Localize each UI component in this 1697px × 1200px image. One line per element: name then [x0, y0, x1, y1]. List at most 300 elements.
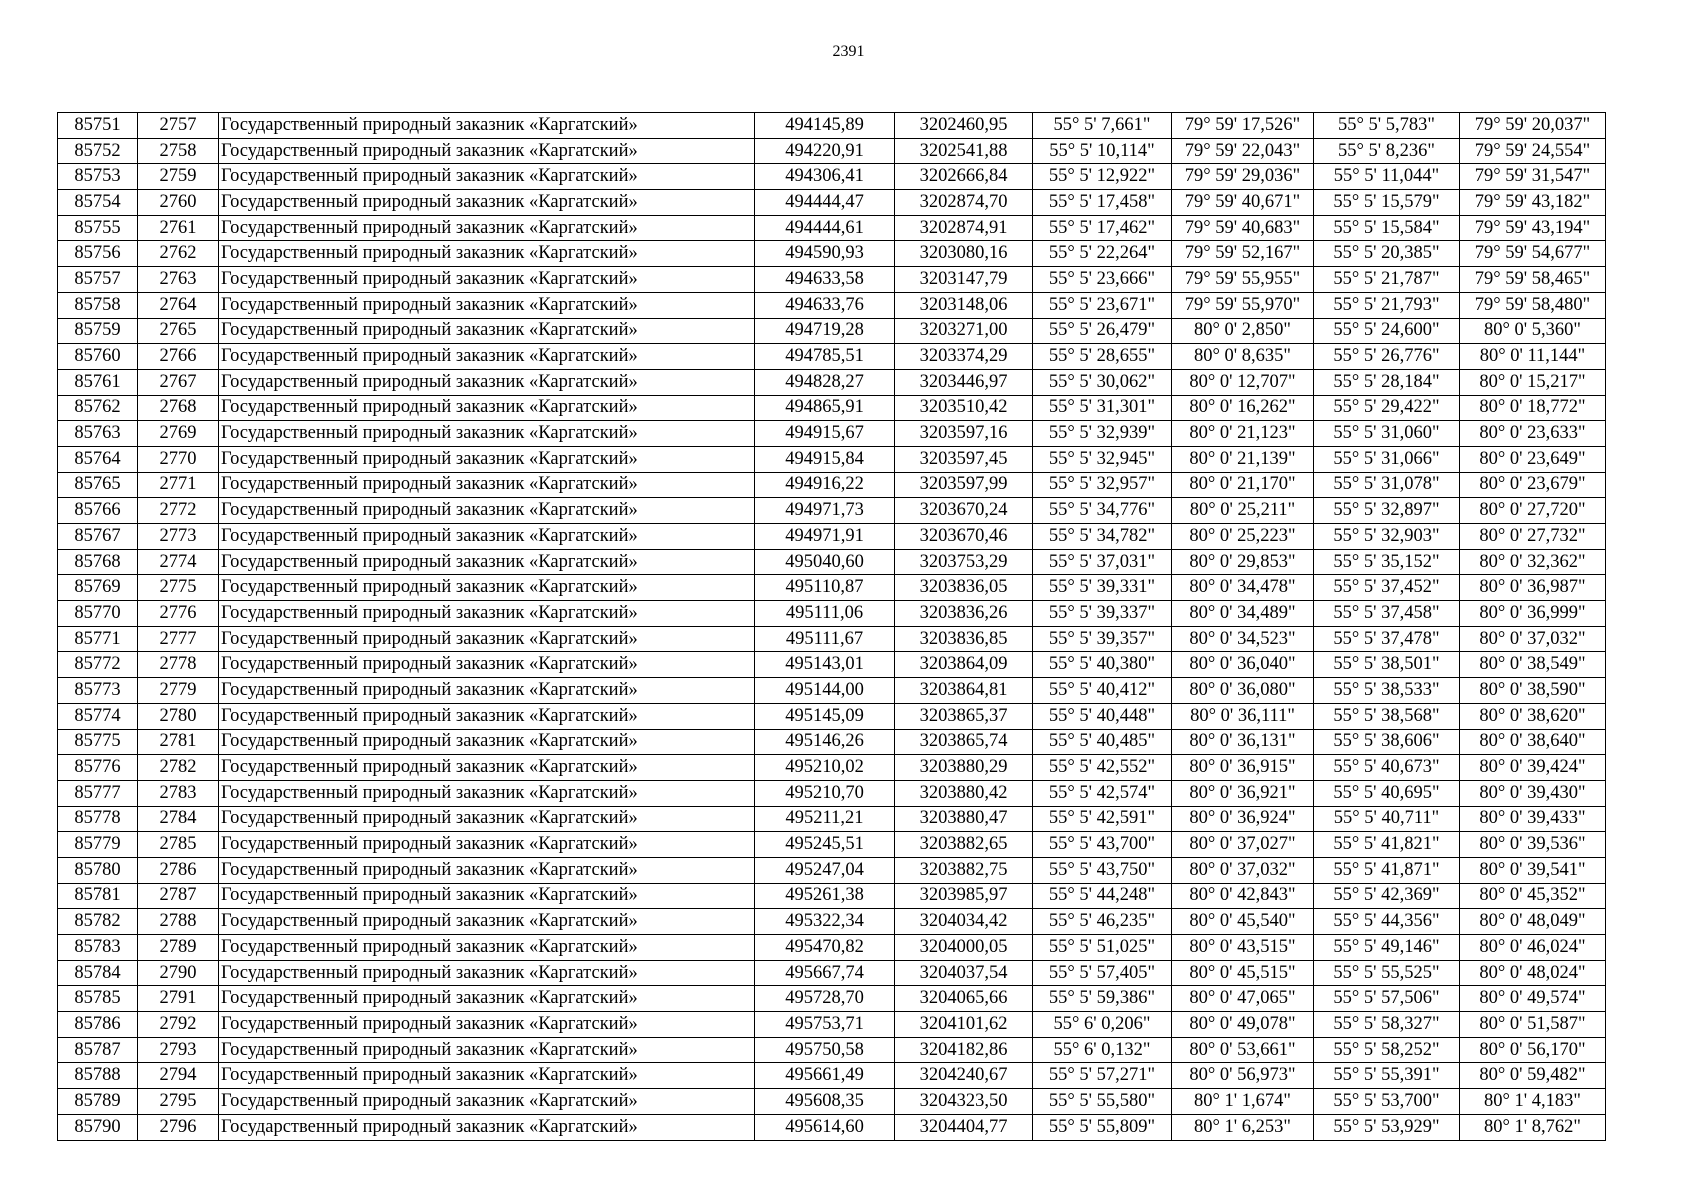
y-coordinate-cell: 3203597,99 [895, 472, 1033, 498]
zone-name-cell: Государственный природный заказник «Каргатский» [219, 883, 755, 909]
longitude-2-cell: 79° 59' 31,547" [1460, 164, 1606, 190]
latitude-1-cell: 55° 5' 30,062" [1033, 369, 1172, 395]
longitude-1-cell: 80° 0' 34,523" [1172, 626, 1314, 652]
point-number-cell: 2787 [138, 883, 219, 909]
record-number-cell: 85764 [58, 446, 138, 472]
table-row [58, 755, 1606, 781]
longitude-2-cell: 80° 0' 32,362" [1460, 549, 1606, 575]
longitude-1-cell: 79° 59' 40,683" [1172, 215, 1314, 241]
record-number-cell: 85769 [58, 575, 138, 601]
latitude-2-cell: 55° 5' 24,600" [1314, 318, 1460, 344]
zone-name-cell: Государственный природный заказник «Каргатский» [219, 498, 755, 524]
longitude-2-cell: 80° 0' 49,574" [1460, 986, 1606, 1012]
latitude-1-cell: 55° 5' 31,301" [1033, 395, 1172, 421]
longitude-2-cell: 80° 0' 48,024" [1460, 960, 1606, 986]
latitude-2-cell: 55° 5' 49,146" [1314, 935, 1460, 961]
x-coordinate-cell: 495210,02 [755, 755, 895, 781]
table-body [58, 113, 1606, 1141]
latitude-1-cell: 55° 5' 7,661" [1033, 113, 1172, 139]
table-row [58, 575, 1606, 601]
point-number-cell: 2785 [138, 832, 219, 858]
point-number-cell: 2767 [138, 369, 219, 395]
longitude-2-cell: 80° 0' 48,049" [1460, 909, 1606, 935]
y-coordinate-cell: 3203670,46 [895, 524, 1033, 550]
record-number-cell: 85785 [58, 986, 138, 1012]
longitude-1-cell: 80° 0' 36,080" [1172, 678, 1314, 704]
x-coordinate-cell: 495145,09 [755, 703, 895, 729]
zone-name-cell: Государственный природный заказник «Каргатский» [219, 986, 755, 1012]
longitude-2-cell: 79° 59' 58,480" [1460, 292, 1606, 318]
zone-name-cell: Государственный природный заказник «Каргатский» [219, 446, 755, 472]
longitude-1-cell: 80° 0' 45,515" [1172, 960, 1314, 986]
zone-name-cell: Государственный природный заказник «Каргатский» [219, 549, 755, 575]
record-number-cell: 85787 [58, 1037, 138, 1063]
latitude-1-cell: 55° 5' 42,574" [1033, 780, 1172, 806]
y-coordinate-cell: 3203864,09 [895, 652, 1033, 678]
latitude-1-cell: 55° 5' 40,412" [1033, 678, 1172, 704]
latitude-2-cell: 55° 5' 31,060" [1314, 421, 1460, 447]
longitude-2-cell: 80° 0' 27,732" [1460, 524, 1606, 550]
longitude-1-cell: 80° 0' 12,707" [1172, 369, 1314, 395]
table-row [58, 292, 1606, 318]
table-row [58, 652, 1606, 678]
table-row [58, 986, 1606, 1012]
latitude-1-cell: 55° 5' 17,458" [1033, 190, 1172, 216]
zone-name-cell: Государственный природный заказник «Каргатский» [219, 138, 755, 164]
y-coordinate-cell: 3204101,62 [895, 1012, 1033, 1038]
latitude-1-cell: 55° 5' 55,580" [1033, 1089, 1172, 1115]
x-coordinate-cell: 494971,91 [755, 524, 895, 550]
point-number-cell: 2783 [138, 780, 219, 806]
longitude-1-cell: 80° 0' 36,131" [1172, 729, 1314, 755]
latitude-2-cell: 55° 5' 38,606" [1314, 729, 1460, 755]
table-row [58, 498, 1606, 524]
latitude-2-cell: 55° 5' 40,711" [1314, 806, 1460, 832]
latitude-2-cell: 55° 5' 32,903" [1314, 524, 1460, 550]
record-number-cell: 85768 [58, 549, 138, 575]
longitude-1-cell: 79° 59' 17,526" [1172, 113, 1314, 139]
x-coordinate-cell: 495111,06 [755, 601, 895, 627]
latitude-1-cell: 55° 5' 12,922" [1033, 164, 1172, 190]
y-coordinate-cell: 3204065,66 [895, 986, 1033, 1012]
latitude-1-cell: 55° 5' 42,591" [1033, 806, 1172, 832]
point-number-cell: 2773 [138, 524, 219, 550]
latitude-1-cell: 55° 5' 42,552" [1033, 755, 1172, 781]
record-number-cell: 85754 [58, 190, 138, 216]
x-coordinate-cell: 494145,89 [755, 113, 895, 139]
longitude-2-cell: 79° 59' 58,465" [1460, 267, 1606, 293]
point-number-cell: 2778 [138, 652, 219, 678]
y-coordinate-cell: 3202874,70 [895, 190, 1033, 216]
x-coordinate-cell: 494633,58 [755, 267, 895, 293]
x-coordinate-cell: 495608,35 [755, 1089, 895, 1115]
record-number-cell: 85763 [58, 421, 138, 447]
longitude-1-cell: 80° 0' 2,850" [1172, 318, 1314, 344]
table-row [58, 601, 1606, 627]
zone-name-cell: Государственный природный заказник «Каргатский» [219, 832, 755, 858]
point-number-cell: 2791 [138, 986, 219, 1012]
latitude-1-cell: 55° 5' 40,380" [1033, 652, 1172, 678]
table-row [58, 344, 1606, 370]
record-number-cell: 85755 [58, 215, 138, 241]
longitude-2-cell: 80° 0' 23,679" [1460, 472, 1606, 498]
x-coordinate-cell: 495322,34 [755, 909, 895, 935]
y-coordinate-cell: 3203836,85 [895, 626, 1033, 652]
table-row [58, 421, 1606, 447]
longitude-2-cell: 80° 0' 46,024" [1460, 935, 1606, 961]
longitude-1-cell: 80° 0' 34,489" [1172, 601, 1314, 627]
zone-name-cell: Государственный природный заказник «Каргатский» [219, 1063, 755, 1089]
latitude-2-cell: 55° 5' 44,356" [1314, 909, 1460, 935]
point-number-cell: 2772 [138, 498, 219, 524]
y-coordinate-cell: 3203080,16 [895, 241, 1033, 267]
longitude-2-cell: 79° 59' 43,182" [1460, 190, 1606, 216]
latitude-2-cell: 55° 5' 21,787" [1314, 267, 1460, 293]
y-coordinate-cell: 3203148,06 [895, 292, 1033, 318]
longitude-1-cell: 80° 0' 8,635" [1172, 344, 1314, 370]
x-coordinate-cell: 495667,74 [755, 960, 895, 986]
longitude-2-cell: 80° 0' 5,360" [1460, 318, 1606, 344]
longitude-1-cell: 80° 0' 36,921" [1172, 780, 1314, 806]
zone-name-cell: Государственный природный заказник «Каргатский» [219, 395, 755, 421]
longitude-2-cell: 80° 0' 36,987" [1460, 575, 1606, 601]
record-number-cell: 85752 [58, 138, 138, 164]
zone-name-cell: Государственный природный заказник «Каргатский» [219, 652, 755, 678]
point-number-cell: 2771 [138, 472, 219, 498]
latitude-1-cell: 55° 6' 0,132" [1033, 1037, 1172, 1063]
latitude-2-cell: 55° 5' 29,422" [1314, 395, 1460, 421]
record-number-cell: 85789 [58, 1089, 138, 1115]
x-coordinate-cell: 495614,60 [755, 1114, 895, 1140]
longitude-1-cell: 80° 0' 21,170" [1172, 472, 1314, 498]
longitude-2-cell: 79° 59' 24,554" [1460, 138, 1606, 164]
zone-name-cell: Государственный природный заказник «Каргатский» [219, 806, 755, 832]
latitude-2-cell: 55° 5' 11,044" [1314, 164, 1460, 190]
latitude-2-cell: 55° 5' 53,929" [1314, 1114, 1460, 1140]
record-number-cell: 85776 [58, 755, 138, 781]
y-coordinate-cell: 3204240,67 [895, 1063, 1033, 1089]
y-coordinate-cell: 3204182,86 [895, 1037, 1033, 1063]
longitude-2-cell: 80° 0' 18,772" [1460, 395, 1606, 421]
zone-name-cell: Государственный природный заказник «Каргатский» [219, 344, 755, 370]
y-coordinate-cell: 3203864,81 [895, 678, 1033, 704]
record-number-cell: 85771 [58, 626, 138, 652]
record-number-cell: 85767 [58, 524, 138, 550]
table-row [58, 832, 1606, 858]
longitude-2-cell: 80° 0' 23,649" [1460, 446, 1606, 472]
table-row [58, 960, 1606, 986]
zone-name-cell: Государственный природный заказник «Каргатский» [219, 524, 755, 550]
table-row [58, 1114, 1606, 1140]
latitude-1-cell: 55° 5' 57,271" [1033, 1063, 1172, 1089]
y-coordinate-cell: 3203865,74 [895, 729, 1033, 755]
longitude-1-cell: 80° 1' 1,674" [1172, 1089, 1314, 1115]
x-coordinate-cell: 494444,47 [755, 190, 895, 216]
point-number-cell: 2759 [138, 164, 219, 190]
x-coordinate-cell: 494915,67 [755, 421, 895, 447]
latitude-2-cell: 55° 5' 35,152" [1314, 549, 1460, 575]
zone-name-cell: Государственный природный заказник «Каргатский» [219, 780, 755, 806]
latitude-2-cell: 55° 5' 38,568" [1314, 703, 1460, 729]
longitude-2-cell: 80° 0' 37,032" [1460, 626, 1606, 652]
record-number-cell: 85779 [58, 832, 138, 858]
record-number-cell: 85782 [58, 909, 138, 935]
longitude-1-cell: 80° 0' 21,123" [1172, 421, 1314, 447]
x-coordinate-cell: 494444,61 [755, 215, 895, 241]
zone-name-cell: Государственный природный заказник «Каргатский» [219, 190, 755, 216]
latitude-1-cell: 55° 5' 32,957" [1033, 472, 1172, 498]
point-number-cell: 2792 [138, 1012, 219, 1038]
latitude-2-cell: 55° 5' 55,391" [1314, 1063, 1460, 1089]
table-row [58, 164, 1606, 190]
x-coordinate-cell: 495040,60 [755, 549, 895, 575]
longitude-1-cell: 80° 0' 42,843" [1172, 883, 1314, 909]
latitude-2-cell: 55° 5' 37,458" [1314, 601, 1460, 627]
record-number-cell: 85758 [58, 292, 138, 318]
latitude-2-cell: 55° 5' 15,584" [1314, 215, 1460, 241]
point-number-cell: 2761 [138, 215, 219, 241]
coordinates-table [57, 112, 1606, 1141]
y-coordinate-cell: 3204404,77 [895, 1114, 1033, 1140]
y-coordinate-cell: 3203510,42 [895, 395, 1033, 421]
longitude-1-cell: 80° 0' 36,915" [1172, 755, 1314, 781]
x-coordinate-cell: 494785,51 [755, 344, 895, 370]
point-number-cell: 2789 [138, 935, 219, 961]
point-number-cell: 2769 [138, 421, 219, 447]
latitude-2-cell: 55° 5' 38,501" [1314, 652, 1460, 678]
longitude-1-cell: 80° 0' 47,065" [1172, 986, 1314, 1012]
zone-name-cell: Государственный природный заказник «Каргатский» [219, 113, 755, 139]
zone-name-cell: Государственный природный заказник «Каргатский» [219, 601, 755, 627]
latitude-2-cell: 55° 5' 38,533" [1314, 678, 1460, 704]
x-coordinate-cell: 494633,76 [755, 292, 895, 318]
latitude-1-cell: 55° 5' 55,809" [1033, 1114, 1172, 1140]
longitude-1-cell: 80° 0' 16,262" [1172, 395, 1314, 421]
latitude-2-cell: 55° 5' 28,184" [1314, 369, 1460, 395]
point-number-cell: 2781 [138, 729, 219, 755]
point-number-cell: 2784 [138, 806, 219, 832]
longitude-2-cell: 80° 0' 39,536" [1460, 832, 1606, 858]
latitude-1-cell: 55° 5' 40,485" [1033, 729, 1172, 755]
point-number-cell: 2788 [138, 909, 219, 935]
record-number-cell: 85762 [58, 395, 138, 421]
longitude-1-cell: 80° 0' 34,478" [1172, 575, 1314, 601]
point-number-cell: 2764 [138, 292, 219, 318]
record-number-cell: 85761 [58, 369, 138, 395]
latitude-1-cell: 55° 5' 23,671" [1033, 292, 1172, 318]
x-coordinate-cell: 495211,21 [755, 806, 895, 832]
latitude-2-cell: 55° 5' 32,897" [1314, 498, 1460, 524]
zone-name-cell: Государственный природный заказник «Каргатский» [219, 960, 755, 986]
table-row [58, 138, 1606, 164]
x-coordinate-cell: 495111,67 [755, 626, 895, 652]
y-coordinate-cell: 3203670,24 [895, 498, 1033, 524]
record-number-cell: 85773 [58, 678, 138, 704]
longitude-2-cell: 80° 0' 39,430" [1460, 780, 1606, 806]
point-number-cell: 2780 [138, 703, 219, 729]
latitude-1-cell: 55° 5' 10,114" [1033, 138, 1172, 164]
zone-name-cell: Государственный природный заказник «Каргатский» [219, 1012, 755, 1038]
page-number: 2391 [832, 43, 865, 60]
table-row [58, 780, 1606, 806]
longitude-1-cell: 79° 59' 55,970" [1172, 292, 1314, 318]
y-coordinate-cell: 3203597,16 [895, 421, 1033, 447]
table-row [58, 626, 1606, 652]
zone-name-cell: Государственный природный заказник «Каргатский» [219, 421, 755, 447]
longitude-1-cell: 79° 59' 29,036" [1172, 164, 1314, 190]
latitude-1-cell: 55° 5' 37,031" [1033, 549, 1172, 575]
zone-name-cell: Государственный природный заказник «Каргатский» [219, 369, 755, 395]
latitude-2-cell: 55° 5' 58,327" [1314, 1012, 1460, 1038]
longitude-1-cell: 80° 0' 49,078" [1172, 1012, 1314, 1038]
y-coordinate-cell: 3203880,29 [895, 755, 1033, 781]
y-coordinate-cell: 3203880,47 [895, 806, 1033, 832]
point-number-cell: 2777 [138, 626, 219, 652]
record-number-cell: 85756 [58, 241, 138, 267]
latitude-1-cell: 55° 5' 57,405" [1033, 960, 1172, 986]
latitude-1-cell: 55° 6' 0,206" [1033, 1012, 1172, 1038]
point-number-cell: 2774 [138, 549, 219, 575]
x-coordinate-cell: 495245,51 [755, 832, 895, 858]
longitude-2-cell: 80° 0' 38,620" [1460, 703, 1606, 729]
longitude-2-cell: 80° 0' 59,482" [1460, 1063, 1606, 1089]
longitude-1-cell: 80° 0' 36,040" [1172, 652, 1314, 678]
latitude-2-cell: 55° 5' 8,236" [1314, 138, 1460, 164]
longitude-2-cell: 80° 0' 11,144" [1460, 344, 1606, 370]
record-number-cell: 85790 [58, 1114, 138, 1140]
zone-name-cell: Государственный природный заказник «Каргатский» [219, 292, 755, 318]
y-coordinate-cell: 3203597,45 [895, 446, 1033, 472]
zone-name-cell: Государственный природный заказник «Каргатский» [219, 678, 755, 704]
table-row [58, 395, 1606, 421]
table-row [58, 857, 1606, 883]
latitude-1-cell: 55° 5' 44,248" [1033, 883, 1172, 909]
longitude-2-cell: 80° 0' 51,587" [1460, 1012, 1606, 1038]
latitude-2-cell: 55° 5' 26,776" [1314, 344, 1460, 370]
record-number-cell: 85775 [58, 729, 138, 755]
record-number-cell: 85751 [58, 113, 138, 139]
table-row [58, 1012, 1606, 1038]
point-number-cell: 2795 [138, 1089, 219, 1115]
point-number-cell: 2793 [138, 1037, 219, 1063]
x-coordinate-cell: 494865,91 [755, 395, 895, 421]
table-row [58, 267, 1606, 293]
latitude-1-cell: 55° 5' 39,357" [1033, 626, 1172, 652]
x-coordinate-cell: 495110,87 [755, 575, 895, 601]
zone-name-cell: Государственный природный заказник «Каргатский» [219, 241, 755, 267]
zone-name-cell: Государственный природный заказник «Каргатский» [219, 1114, 755, 1140]
point-number-cell: 2776 [138, 601, 219, 627]
longitude-1-cell: 80° 0' 45,540" [1172, 909, 1314, 935]
longitude-1-cell: 80° 0' 37,027" [1172, 832, 1314, 858]
table-row [58, 703, 1606, 729]
longitude-2-cell: 80° 0' 38,640" [1460, 729, 1606, 755]
table-row [58, 369, 1606, 395]
table-row [58, 806, 1606, 832]
point-number-cell: 2765 [138, 318, 219, 344]
zone-name-cell: Государственный природный заказник «Каргатский» [219, 318, 755, 344]
longitude-2-cell: 80° 0' 27,720" [1460, 498, 1606, 524]
latitude-2-cell: 55° 5' 55,525" [1314, 960, 1460, 986]
longitude-1-cell: 79° 59' 55,955" [1172, 267, 1314, 293]
y-coordinate-cell: 3203865,37 [895, 703, 1033, 729]
y-coordinate-cell: 3204037,54 [895, 960, 1033, 986]
zone-name-cell: Государственный природный заказник «Каргатский» [219, 164, 755, 190]
longitude-1-cell: 79° 59' 22,043" [1172, 138, 1314, 164]
zone-name-cell: Государственный природный заказник «Каргатский» [219, 935, 755, 961]
record-number-cell: 85770 [58, 601, 138, 627]
table-row [58, 190, 1606, 216]
x-coordinate-cell: 495753,71 [755, 1012, 895, 1038]
point-number-cell: 2763 [138, 267, 219, 293]
point-number-cell: 2758 [138, 138, 219, 164]
x-coordinate-cell: 494590,93 [755, 241, 895, 267]
record-number-cell: 85781 [58, 883, 138, 909]
record-number-cell: 85760 [58, 344, 138, 370]
record-number-cell: 85783 [58, 935, 138, 961]
zone-name-cell: Государственный природный заказник «Каргатский» [219, 703, 755, 729]
point-number-cell: 2779 [138, 678, 219, 704]
longitude-1-cell: 80° 0' 21,139" [1172, 446, 1314, 472]
y-coordinate-cell: 3203753,29 [895, 549, 1033, 575]
y-coordinate-cell: 3202874,91 [895, 215, 1033, 241]
latitude-1-cell: 55° 5' 39,337" [1033, 601, 1172, 627]
longitude-2-cell: 79° 59' 20,037" [1460, 113, 1606, 139]
longitude-2-cell: 80° 0' 56,170" [1460, 1037, 1606, 1063]
latitude-1-cell: 55° 5' 22,264" [1033, 241, 1172, 267]
latitude-1-cell: 55° 5' 43,700" [1033, 832, 1172, 858]
record-number-cell: 85777 [58, 780, 138, 806]
y-coordinate-cell: 3204000,05 [895, 935, 1033, 961]
table-row [58, 472, 1606, 498]
record-number-cell: 85784 [58, 960, 138, 986]
latitude-2-cell: 55° 5' 58,252" [1314, 1037, 1460, 1063]
record-number-cell: 85780 [58, 857, 138, 883]
zone-name-cell: Государственный природный заказник «Каргатский» [219, 729, 755, 755]
latitude-2-cell: 55° 5' 41,871" [1314, 857, 1460, 883]
zone-name-cell: Государственный природный заказник «Каргатский» [219, 755, 755, 781]
longitude-1-cell: 80° 0' 25,223" [1172, 524, 1314, 550]
latitude-1-cell: 55° 5' 46,235" [1033, 909, 1172, 935]
latitude-1-cell: 55° 5' 43,750" [1033, 857, 1172, 883]
latitude-1-cell: 55° 5' 51,025" [1033, 935, 1172, 961]
y-coordinate-cell: 3203271,00 [895, 318, 1033, 344]
longitude-1-cell: 80° 0' 29,853" [1172, 549, 1314, 575]
x-coordinate-cell: 495750,58 [755, 1037, 895, 1063]
longitude-2-cell: 80° 0' 15,217" [1460, 369, 1606, 395]
y-coordinate-cell: 3203882,75 [895, 857, 1033, 883]
table-row [58, 318, 1606, 344]
record-number-cell: 85772 [58, 652, 138, 678]
latitude-1-cell: 55° 5' 26,479" [1033, 318, 1172, 344]
longitude-1-cell: 80° 0' 56,973" [1172, 1063, 1314, 1089]
zone-name-cell: Государственный природный заказник «Каргатский» [219, 626, 755, 652]
latitude-1-cell: 55° 5' 40,448" [1033, 703, 1172, 729]
zone-name-cell: Государственный природный заказник «Каргатский» [219, 1089, 755, 1115]
record-number-cell: 85757 [58, 267, 138, 293]
latitude-1-cell: 55° 5' 39,331" [1033, 575, 1172, 601]
y-coordinate-cell: 3203374,29 [895, 344, 1033, 370]
longitude-2-cell: 80° 0' 36,999" [1460, 601, 1606, 627]
point-number-cell: 2757 [138, 113, 219, 139]
latitude-2-cell: 55° 5' 57,506" [1314, 986, 1460, 1012]
x-coordinate-cell: 495210,70 [755, 780, 895, 806]
table-row [58, 549, 1606, 575]
record-number-cell: 85753 [58, 164, 138, 190]
zone-name-cell: Государственный природный заказник «Каргатский» [219, 857, 755, 883]
point-number-cell: 2794 [138, 1063, 219, 1089]
latitude-2-cell: 55° 5' 40,695" [1314, 780, 1460, 806]
